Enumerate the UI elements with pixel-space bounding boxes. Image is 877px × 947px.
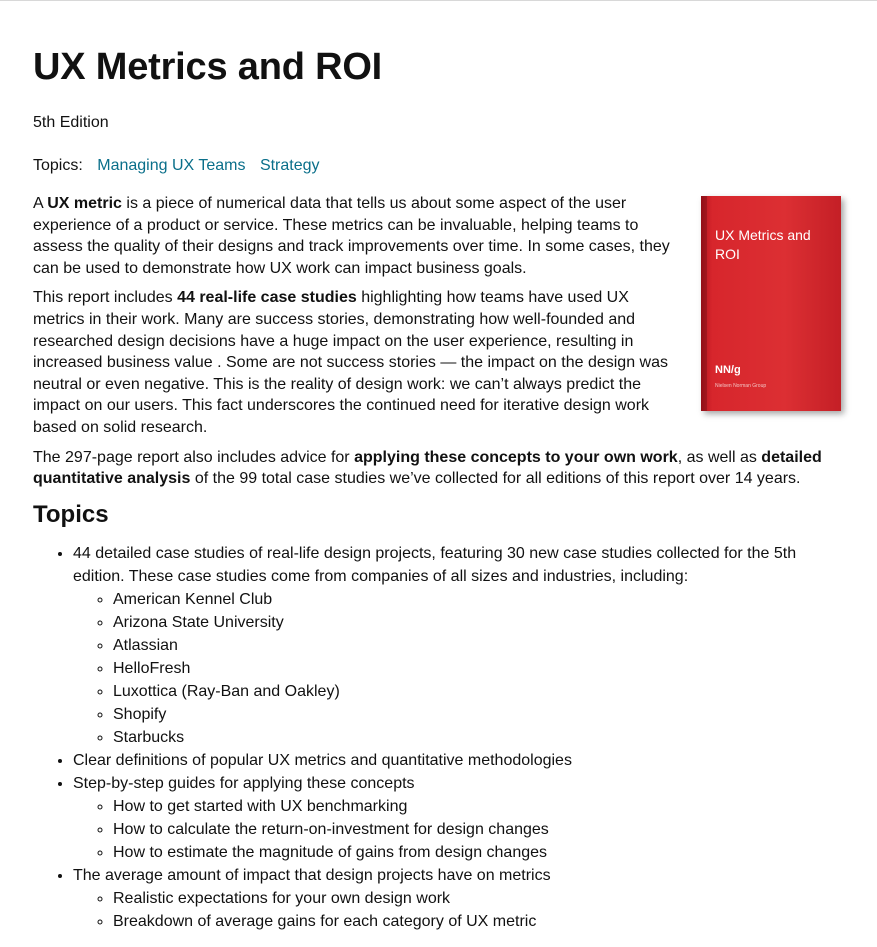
- list-item: ◦ Atlassian: [113, 634, 841, 657]
- list-item-text: 44 detailed case studies of real-life design projects, featuring 30 new case studies collected for the 5th edition. These case studies come from companies of all sizes and industries, including:: [73, 544, 797, 585]
- list-item: ◦ How to get started with UX benchmarking: [113, 795, 841, 818]
- p1-text-a: A: [33, 195, 43, 212]
- sub-list: [73, 795, 841, 864]
- p2-text-rest: highlighting how teams have used UX metrics in their work. Many are success stories, demonstrating how well-founded and researched design decisions have a huge impact on the user experience, resulting in increased business value . Some are not success stories — the impact on the design was neutral or even negative. This is the reality of design work: we can’t always predict the impact on our users. This fact underscores the continued need for iterative design work based on solid research.: [33, 289, 668, 436]
- book-cover-image: [701, 196, 841, 411]
- list-item: ◦ Arizona State University: [113, 611, 841, 634]
- cover-logo: NN/g: [715, 364, 741, 376]
- book-spine: [701, 196, 707, 411]
- list-item: [73, 772, 841, 864]
- list-item: [73, 749, 841, 772]
- p1-text-rest: is a piece of numerical data that tells us about some aspect of the user experience of a product or service. These metrics can be invaluable, helping teams to assess the quality of their designs and track improvements over time. In some cases, they can be used to demonstrate how UX work can impact business goals.: [33, 195, 670, 277]
- edition-label: 5th Edition: [33, 114, 109, 131]
- intro-paragraph-3: [33, 447, 841, 490]
- p3-text-rest: of the 99 total case studies we’ve collected for all editions of this report over 14 years.: [194, 470, 801, 488]
- list-item-text: Step-by-step guides for applying these concepts: [73, 774, 415, 792]
- list-item: [73, 542, 841, 749]
- list-item: ◦ Starbucks: [113, 726, 841, 749]
- list-item: ◦ Realistic expectations for your own design work: [113, 887, 841, 910]
- sub-list: [73, 887, 841, 933]
- p3-bold-2: detailed quantitative analysis: [33, 448, 822, 488]
- list-item-text: Clear definitions of popular UX metrics and quantitative methodologies: [73, 751, 572, 769]
- topics-label: Topics:: [33, 157, 83, 174]
- report-description: [33, 193, 841, 933]
- p2-bold: 44 real-life case studies: [177, 289, 357, 307]
- p3-bold-1: applying these concepts to your own work: [354, 448, 678, 466]
- list-item: ◦ How to calculate the return-on-investment for design changes: [113, 818, 841, 841]
- topics-links: [33, 157, 330, 175]
- topic-link-managing-ux-teams[interactable]: Managing UX Teams: [97, 157, 246, 174]
- cover-title: UX Metrics and ROI: [715, 227, 811, 262]
- list-item: ◦ HelloFresh: [113, 657, 841, 680]
- topic-link-strategy[interactable]: Strategy: [259, 157, 320, 174]
- p3-text-a: The 297-page report also includes advice for: [33, 448, 350, 466]
- p1-bold: UX metric: [47, 195, 122, 212]
- list-item-text: The average amount of impact that design projects have on metrics: [73, 866, 551, 884]
- p3-text-mid: , as well as: [677, 448, 757, 466]
- cover-publisher: Nielsen Norman Group: [715, 383, 767, 389]
- list-item: ◦ Luxottica (Ray-Ban and Oakley): [113, 680, 841, 703]
- topics-list: [33, 542, 841, 933]
- p2-text-a: This report includes: [33, 289, 173, 307]
- list-item: ◦ Breakdown of average gains for each category of UX metric: [113, 910, 841, 933]
- list-item: [73, 864, 841, 933]
- sub-list: [73, 588, 841, 749]
- topics-heading: Topics: [33, 500, 109, 528]
- page-title: UX Metrics and ROI: [33, 46, 383, 88]
- list-item: ◦ American Kennel Club: [113, 588, 841, 611]
- top-divider: [0, 0, 877, 1]
- list-item: ◦ Shopify: [113, 703, 841, 726]
- list-item: ◦ How to estimate the magnitude of gains from design changes: [113, 841, 841, 864]
